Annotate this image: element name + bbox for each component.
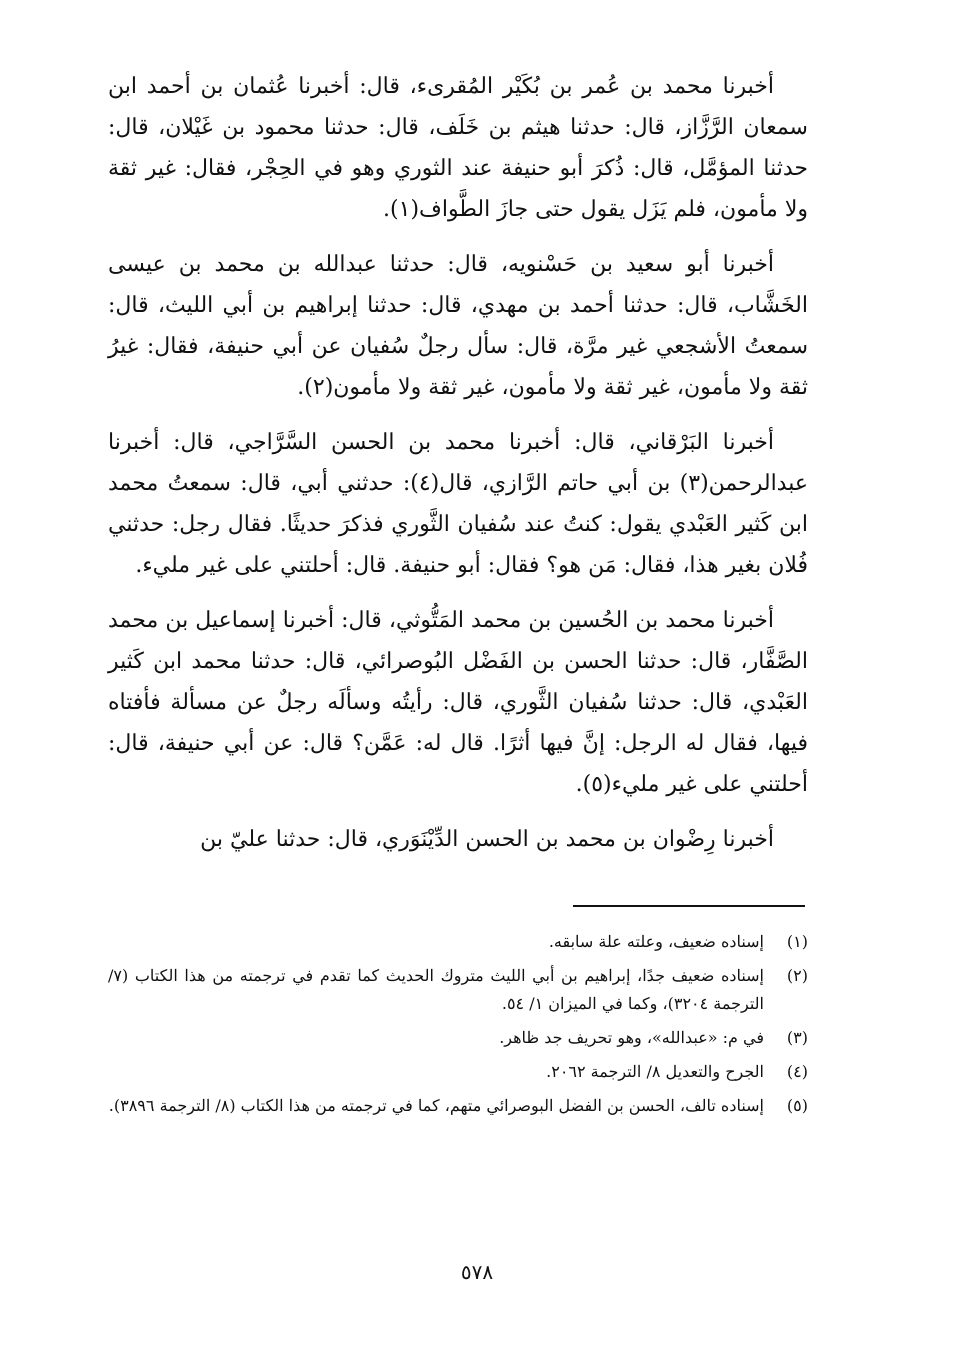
footnote-divider xyxy=(573,905,805,907)
footnote-number: (٣) xyxy=(786,1028,808,1047)
footnote-5 xyxy=(108,1092,808,1120)
footnote-number: (٢) xyxy=(786,966,808,985)
footnote-number: (١) xyxy=(786,932,808,951)
footnotes xyxy=(108,928,808,1126)
footnote-text: إسناده تالف، الحسن بن الفضل البوصرائي متهم، كما في ترجمته من هذا الكتاب (٨/ الترجمة ٣٨٩٦). xyxy=(108,1096,764,1115)
footnote-4 xyxy=(108,1058,808,1086)
main-text xyxy=(108,66,808,874)
footnote-text: إسناده ضعيف، وعلته علة سابقه. xyxy=(548,932,764,951)
paragraph-2: أخبرنا أبو سعيد بن حَسْنويه، قال: حدثنا عبدالله بن محمد بن عيسى الخَشَّاب، قال: حدثنا أحمد بن مهدي، قال: حدثنا إبراهيم بن أبي الليث، قال: سمعتُ الأشجعي غير مرَّة، قال: سأل رجلٌ سُفيان عن أبي حنيفة، فقال: غيرُ ثقة ولا مأمون، غير ثقة ولا مأمون، غير ثقة ولا مأمون(٢). xyxy=(108,252,808,400)
footnote-text: في م: «عبدالله»، وهو تحريف جد ظاهر. xyxy=(499,1028,764,1047)
footnote-text: إسناده ضعيف جدًا، إبراهيم بن أبي الليث متروك الحديث كما تقدم في ترجمته من هذا الكتاب (٧/ الترجمة ٣٢٠٤)، وكما في الميزان ١/ ٥٤. xyxy=(108,966,764,1013)
footnote-1 xyxy=(108,928,808,956)
paragraph-3: أخبرنا البَرْقاني، قال: أخبرنا محمد بن الحسن السَّرَّاجي، قال: أخبرنا عبدالرحمن(٣) بن أبي حاتم الرَّازي، قال(٤): حدثني أبي، قال: سمعتُ محمد ابن كَثير العَبْدي يقول: كنتُ عند سُفيان الثَّوري فذكرَ حديثًا. فقال رجل: حدثني فُلان بغير هذا، فقال: مَن هو؟ فقال: أبو حنيفة. قال: أحلتني على غير مليء. xyxy=(108,430,808,578)
footnote-number: (٥) xyxy=(786,1096,808,1115)
paragraph-4: أخبرنا محمد بن الحُسين بن محمد المَتُّوثي، قال: أخبرنا إسماعيل بن محمد الصَّفَّار، قال: حدثنا الحسن بن الفَضْل البُوصرائي، قال: حدثنا محمد ابن كَثير العَبْدي، قال: حدثنا سُفيان الثَّوري، قال: رأيتُه وسألَه رجلٌ عن مسألة فأفتاه فيها، فقال له الرجل: إنَّ فيها أثرًا. قال له: عَمَّن؟ قال: عن أبي حنيفة، قال: أحلتني على غير مليء(٥). xyxy=(108,608,808,797)
footnote-text: الجرح والتعديل ٨/ الترجمة ٢٠٦٢. xyxy=(546,1062,764,1081)
paragraph-1: أخبرنا محمد بن عُمر بن بُكَيْر المُقرىء، قال: أخبرنا عُثمان بن أحمد ابن سمعان الرَّزَّاز، قال: حدثنا هيثم بن خَلَف، قال: حدثنا محمود بن غَيْلان، قال: حدثنا المؤمَّل، قال: ذُكرَ أبو حنيفة عند الثوري وهو في الحِجْر، فقال: غير ثقة ولا مأمون، فلم يَزَل يقول حتى جازَ الطَّواف(١). xyxy=(108,74,808,222)
footnote-3 xyxy=(108,1024,808,1052)
footnote-2 xyxy=(108,962,808,1018)
page-number: ٥٧٨ xyxy=(460,1260,494,1284)
paragraph-5: أخبرنا رِضْوان بن محمد بن الحسن الدِّيْنَوَري، قال: حدثنا عليّ بن xyxy=(200,827,774,852)
footnote-number: (٤) xyxy=(786,1062,808,1081)
